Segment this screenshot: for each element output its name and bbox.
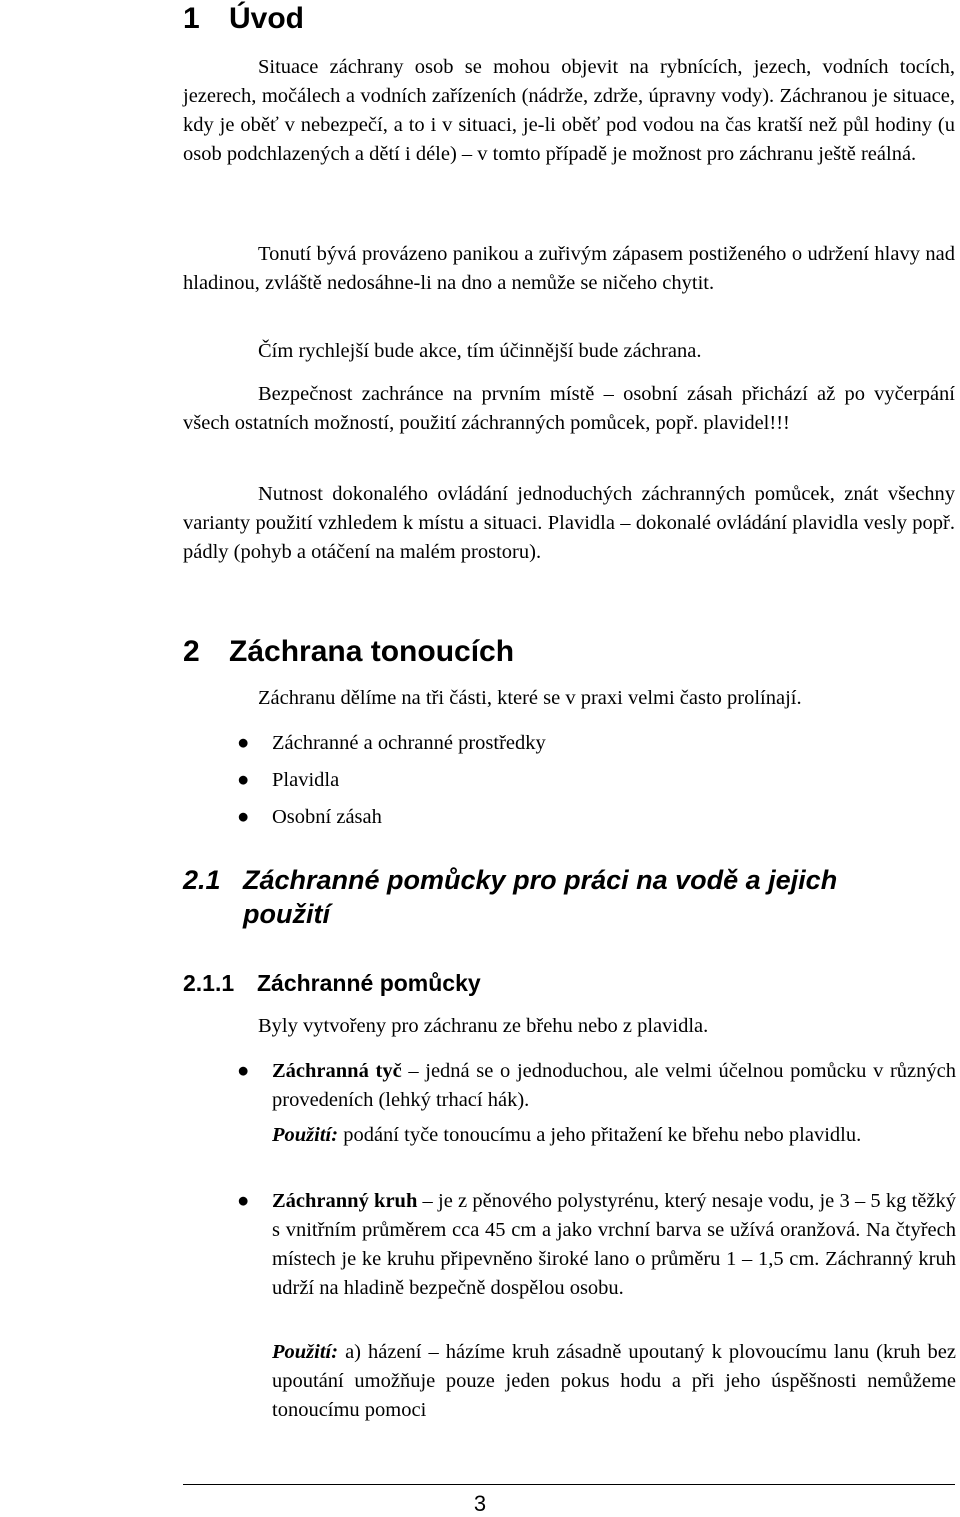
section-number: 2.1.1 [183, 970, 235, 996]
section-2-heading [183, 635, 514, 669]
term: Záchranný kruh [272, 1190, 418, 1212]
usage-label: Použití: [272, 1341, 339, 1363]
list-item: Osobní zásah [272, 806, 382, 828]
term: Záchranná tyč [272, 1060, 402, 1082]
section-title: Záchranné pomůcky pro práci na vodě a jejich použití [243, 865, 838, 929]
section-number: 1 [183, 2, 200, 35]
description: – je z pěnového polystyrénu, který nesaje vodu, je 3 – 5 kg těžký s vnitřním průměrem cca 45 cm a jako vrchní barva se užívá oranžová. Na čtyřech místech je ke kruhu připevněno široké lano o průměru 1 – 1,5 cm. Záchranný kruh udrží na hladině bezpečně dospělou osobu. [272, 1190, 956, 1299]
page-number: 3 [473, 1491, 487, 1516]
list-item: Plavidla [272, 769, 340, 791]
section-1-heading [183, 2, 304, 36]
list-item: Záchranné a ochranné prostředky [272, 732, 546, 754]
bullet-icon: ● [237, 769, 250, 791]
section-intro: Záchranu dělíme na tři části, které se v praxi velmi často prolínají. [258, 687, 802, 709]
usage-text: a) házení – házíme kruh zásadně upoutaný k plovoucímu lanu (kruh bez upoutání umožňuje pouze jeden pokus hodu a při jeho úspěšnosti nemůžeme tonoucímu pomoci [272, 1341, 956, 1421]
section-number: 2.1 [183, 865, 221, 895]
bullet-icon: ● [237, 806, 250, 828]
bullet-icon: ● [237, 1190, 250, 1212]
list-item-lifebuoy [272, 1187, 956, 1303]
paragraph: Situace záchrany osob se mohou objevit na rybnících, jezech, vodních tocích, jezerech, močálech a vodních zařízeních (nádrže, zdrže, úpravny vody). Záchranou je situace, kdy je oběť v nebezpečí, a to i v situaci, je-li oběť pod vodou na čas kratší než půl hodiny (u osob podchlazených a dětí i déle) – v tomto případě je možnost pro záchranu ještě reálná. [183, 56, 955, 165]
section-number: 2 [183, 635, 200, 668]
list-item-rescue-pole [272, 1057, 956, 1115]
paragraph: Nutnost dokonalého ovládání jednoduchých záchranných pomůcek, znát všechny varianty použití vzhledem k místu a situaci. Plavidla – dokonalé ovládání plavidla vesly popř. pádly (pohyb a otáčení na malém prostoru). [183, 483, 955, 563]
usage-label: Použití: [272, 1124, 339, 1146]
section-2-1-1-heading [183, 968, 481, 998]
section-intro: Byly vytvořeny pro záchranu ze břehu nebo z plavidla. [258, 1015, 709, 1037]
section-2-1-heading [183, 863, 923, 931]
paragraph: Bezpečnost zachránce na prvním místě – osobní zásah přichází až po vyčerpání všech ostatních možností, použití záchranných pomůcek, popř. plavidel!!! [183, 383, 955, 434]
section-title: Záchrana tonoucích [229, 635, 515, 668]
usage-text: podání tyče tonoucímu a jeho přitažení ke břehu nebo plavidlu. [338, 1124, 862, 1146]
bullet-icon: ● [237, 1060, 250, 1082]
paragraph: Tonutí bývá provázeno panikou a zuřivým zápasem postiženého o udržení hlavy nad hladinou, zvláště nedosáhne-li na dno a nemůže se ničeho chytit. [183, 243, 955, 294]
footer-divider [183, 1484, 955, 1485]
section-title: Záchranné pomůcky [257, 970, 481, 996]
section-title: Úvod [229, 2, 304, 35]
description: – jedná se o jednoduchou, ale velmi účelnou pomůcku v různých provedeních (lehký trhací hák). [272, 1060, 957, 1111]
bullet-icon: ● [237, 732, 250, 754]
paragraph: Čím rychlejší bude akce, tím účinnější bude záchrana. [258, 340, 702, 362]
usage-paragraph [272, 1121, 956, 1150]
usage-paragraph [272, 1338, 956, 1425]
